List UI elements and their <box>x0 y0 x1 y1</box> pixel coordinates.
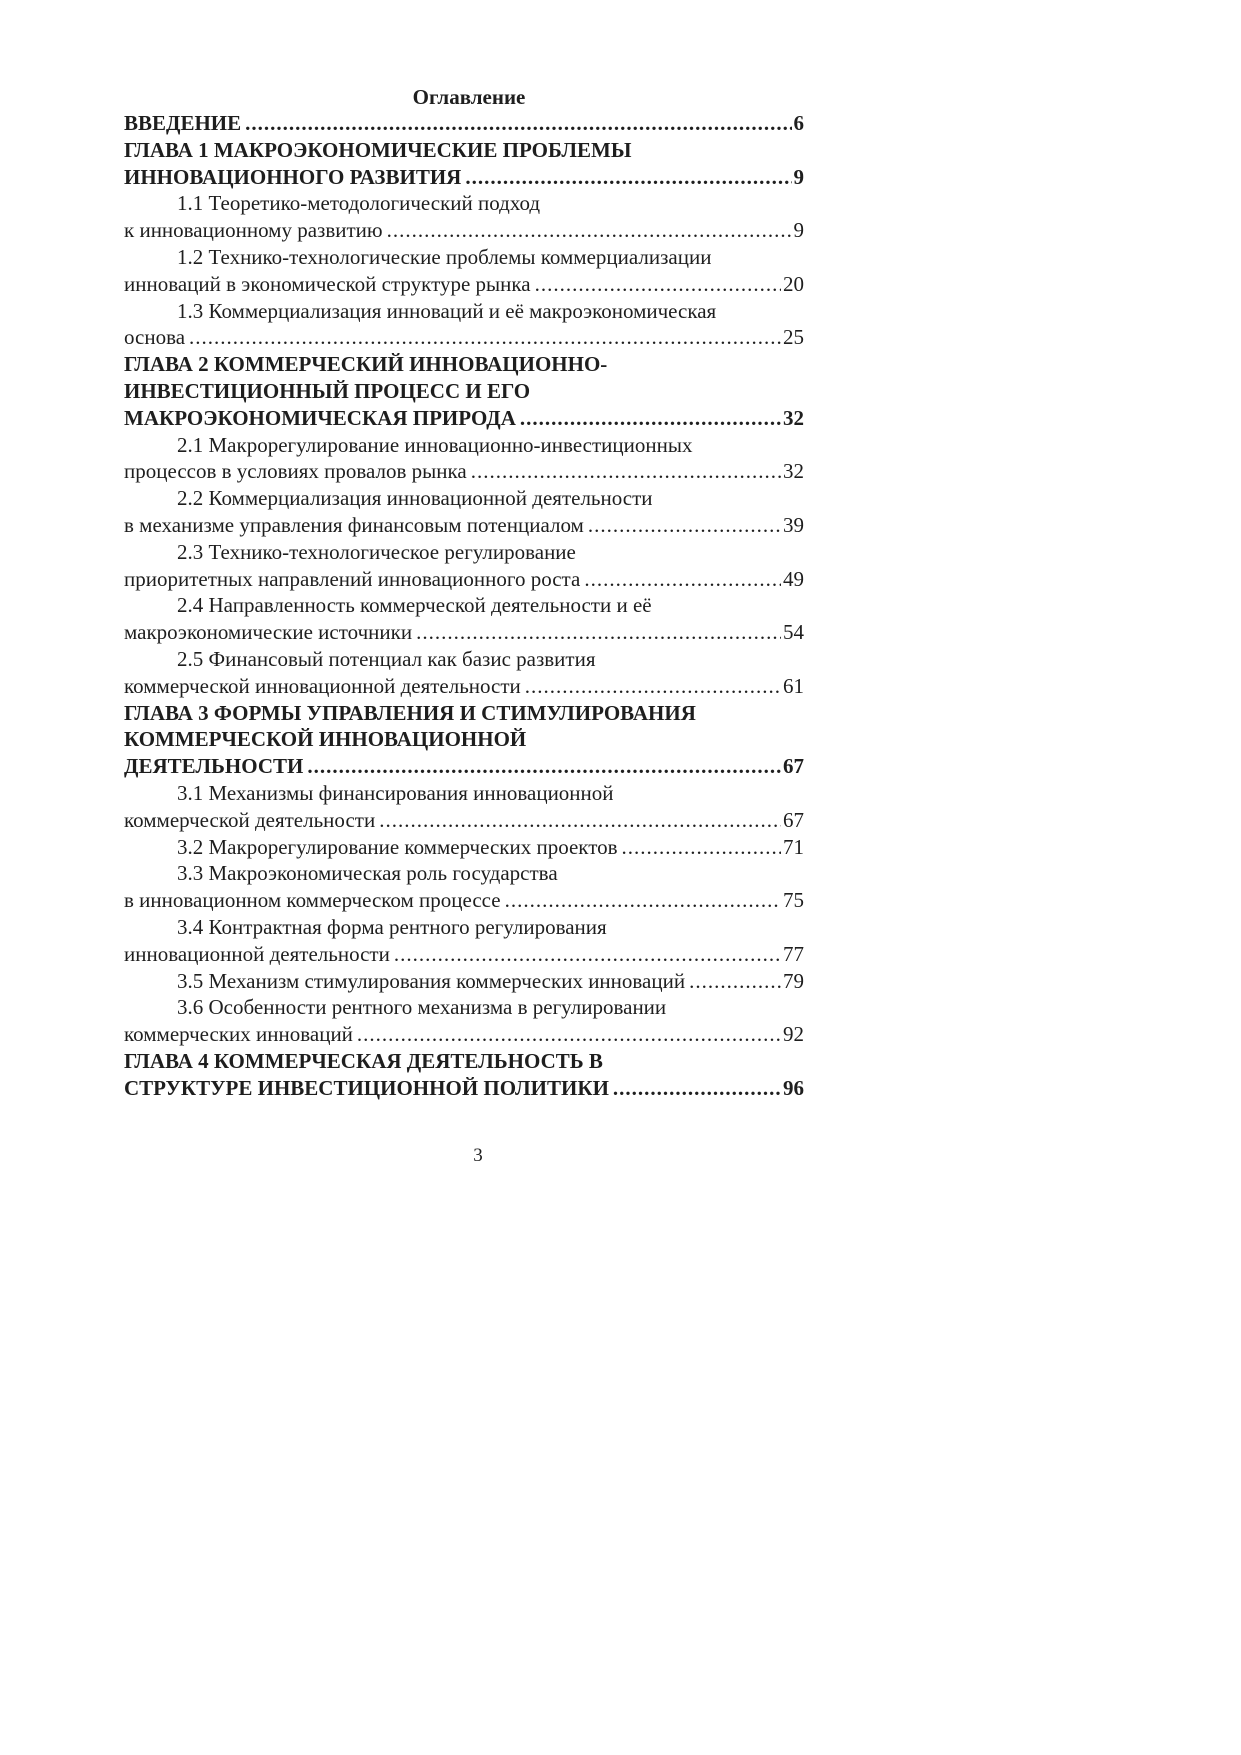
toc-entry-text: инноваций в экономической структуре рынка <box>124 271 531 296</box>
toc-entry-text: в механизме управления финансовым потенциалом <box>124 512 584 537</box>
toc-section-entry[interactable] <box>124 244 804 298</box>
toc-entry-text: 2.1 Макрорегулирование инновационно-инвестиционных <box>177 432 693 457</box>
toc-entry-text: 3.4 Контрактная форма рентного регулирования <box>177 914 607 939</box>
toc-entry-text: 3.2 Макрорегулирование коммерческих проектов <box>177 834 618 859</box>
toc-entry-text: коммерческой деятельности <box>124 807 376 832</box>
toc-entry-text: 3.5 Механизм стимулирования коммерческих инноваций <box>177 968 686 993</box>
toc-entry-last-line <box>124 673 804 700</box>
toc-entry-text: ВВЕДЕНИЕ <box>124 111 242 135</box>
toc-entry-last-line <box>124 753 804 780</box>
toc-entry-text: макроэкономические источники <box>124 620 413 645</box>
toc-entry-text: 1.2 Технико-технологические проблемы коммерциализации <box>177 244 712 269</box>
toc-page-number: 79 <box>783 968 804 993</box>
toc-section-entry[interactable] <box>124 860 804 914</box>
toc-entry-text: в инновационном коммерческом процессе <box>124 888 501 913</box>
toc-page-number: 92 <box>783 1022 804 1047</box>
toc-title: Оглавление <box>412 85 526 109</box>
toc-entry-text: МАКРОЭКОНОМИЧЕСКАЯ ПРИРОДА <box>124 405 516 430</box>
toc-page-number: 67 <box>783 807 804 832</box>
toc-entry-text: 3.6 Особенности рентного механизма в регулировании <box>177 995 667 1020</box>
toc-entry-last-line <box>124 512 804 539</box>
toc-entry-text: 3.1 Механизмы финансирования инновационной <box>177 780 614 805</box>
toc-chapter-entry[interactable] <box>124 351 804 431</box>
toc-list <box>124 110 804 1101</box>
document-page <box>124 84 804 1101</box>
toc-entry-text: КОММЕРЧЕСКОЙ ИННОВАЦИОННОЙ <box>124 727 527 752</box>
toc-section-entry[interactable] <box>124 485 804 539</box>
dot-leader <box>689 968 781 995</box>
dot-leader <box>588 512 781 539</box>
toc-entry-last-line <box>124 619 804 646</box>
toc-entry-last-line <box>124 834 804 861</box>
toc-page-number: 6 <box>793 111 804 135</box>
toc-entry-last-line <box>124 271 804 298</box>
dot-leader <box>357 1021 781 1048</box>
dot-leader <box>613 1075 781 1102</box>
toc-entry-last-line <box>124 458 804 485</box>
toc-section-entry[interactable] <box>124 994 804 1048</box>
toc-section-entry[interactable] <box>124 780 804 834</box>
toc-section-entry[interactable] <box>124 190 804 244</box>
dot-leader <box>387 217 792 244</box>
toc-chapter-entry[interactable] <box>124 700 804 780</box>
toc-entry-last-line <box>124 1021 804 1048</box>
toc-entry-last-line <box>124 887 804 914</box>
dot-leader <box>416 619 781 646</box>
toc-section-entry[interactable] <box>124 914 804 968</box>
toc-page-number: 32 <box>783 405 804 430</box>
toc-page-number: 96 <box>783 1075 804 1100</box>
toc-entry-text: 1.1 Теоретико-методологический подход <box>177 191 541 216</box>
dot-leader <box>307 753 781 780</box>
toc-entry-last-line <box>124 217 804 244</box>
toc-entry-text: 2.2 Коммерциализация инновационной деятельности <box>177 486 653 511</box>
toc-entry-text: процессов в условиях провалов рынка <box>124 459 467 484</box>
dot-leader <box>394 941 781 968</box>
toc-entry-text: 2.3 Технико-технологическое регулирование <box>177 539 576 564</box>
toc-entry-text: ГЛАВА 2 КОММЕРЧЕСКИЙ ИННОВАЦИОННО- <box>124 352 608 377</box>
toc-entry-text: ДЕЯТЕЛЬНОСТИ <box>124 754 304 779</box>
toc-entry-text: 2.5 Финансовый потенциал как базис развития <box>177 646 596 671</box>
dot-leader <box>245 110 791 137</box>
dot-leader <box>622 834 781 861</box>
toc-entry-text: коммерческой инновационной деятельности <box>124 673 521 698</box>
toc-page-number: 49 <box>783 566 804 591</box>
toc-chapter-entry[interactable] <box>124 1048 804 1102</box>
dot-leader <box>535 271 781 298</box>
toc-entry-last-line <box>124 1075 804 1102</box>
toc-page-number: 67 <box>783 754 804 779</box>
toc-entry-text: ИНВЕСТИЦИОННЫЙ ПРОЦЕСС И ЕГО <box>124 378 531 403</box>
toc-section-entry[interactable] <box>124 432 804 486</box>
toc-page-number: 32 <box>783 459 804 484</box>
dot-leader <box>505 887 781 914</box>
toc-entry-last-line <box>124 566 804 593</box>
toc-entry-last-line <box>124 110 804 137</box>
toc-section-entry[interactable] <box>124 646 804 700</box>
toc-entry-last-line <box>124 164 804 191</box>
toc-entry-text: к инновационному развитию <box>124 218 383 243</box>
dot-leader <box>379 807 781 834</box>
toc-section-entry[interactable] <box>124 968 804 995</box>
toc-page-number: 9 <box>793 218 804 243</box>
toc-entry-text: ИННОВАЦИОННОГО РАЗВИТИЯ <box>124 164 462 189</box>
toc-entry-last-line <box>124 324 804 351</box>
toc-entry-last-line <box>124 405 804 432</box>
toc-chapter-entry[interactable] <box>124 110 804 137</box>
toc-entry-text: основа <box>124 325 186 350</box>
toc-entry-text: СТРУКТУРЕ ИНВЕСТИЦИОННОЙ ПОЛИТИКИ <box>124 1075 609 1100</box>
toc-entry-text: ГЛАВА 1 МАКРОЭКОНОМИЧЕСКИЕ ПРОБЛЕМЫ <box>124 137 632 162</box>
dot-leader <box>465 164 791 191</box>
toc-page-number: 39 <box>783 512 804 537</box>
toc-section-entry[interactable] <box>124 298 804 352</box>
toc-section-entry[interactable] <box>124 834 804 861</box>
toc-entry-text: приоритетных направлений инновационного роста <box>124 566 581 591</box>
toc-entry-text: 1.3 Коммерциализация инноваций и её макроэкономическая <box>177 298 717 323</box>
toc-entry-text: ГЛАВА 3 ФОРМЫ УПРАВЛЕНИЯ И СТИМУЛИРОВАНИЯ <box>124 700 696 725</box>
toc-entry-text: коммерческих инноваций <box>124 1022 353 1047</box>
dot-leader <box>584 566 781 593</box>
toc-page-number: 25 <box>783 325 804 350</box>
toc-page-number: 75 <box>783 888 804 913</box>
dot-leader <box>189 324 781 351</box>
toc-entry-last-line <box>124 941 804 968</box>
toc-page-number: 54 <box>783 620 804 645</box>
toc-entry-text: ГЛАВА 4 КОММЕРЧЕСКАЯ ДЕЯТЕЛЬНОСТЬ В <box>124 1048 603 1073</box>
toc-page-number: 71 <box>783 834 804 859</box>
toc-section-entry[interactable] <box>124 592 804 646</box>
toc-page-number: 61 <box>783 673 804 698</box>
toc-entry-text: 3.3 Макроэкономическая роль государства <box>177 861 558 886</box>
dot-leader <box>471 458 781 485</box>
toc-page-number: 20 <box>783 271 804 296</box>
toc-entry-last-line <box>124 968 804 995</box>
toc-entry-text: инновационной деятельности <box>124 941 390 966</box>
toc-entry-last-line <box>124 807 804 834</box>
toc-entry-text: 2.4 Направленность коммерческой деятельности и её <box>177 593 652 618</box>
dot-leader <box>525 673 781 700</box>
dot-leader <box>520 405 781 432</box>
toc-page-number: 9 <box>793 164 804 189</box>
toc-section-entry[interactable] <box>124 539 804 593</box>
toc-chapter-entry[interactable] <box>124 137 804 191</box>
page-number: 3 <box>473 1145 483 1166</box>
toc-page-number: 77 <box>783 941 804 966</box>
